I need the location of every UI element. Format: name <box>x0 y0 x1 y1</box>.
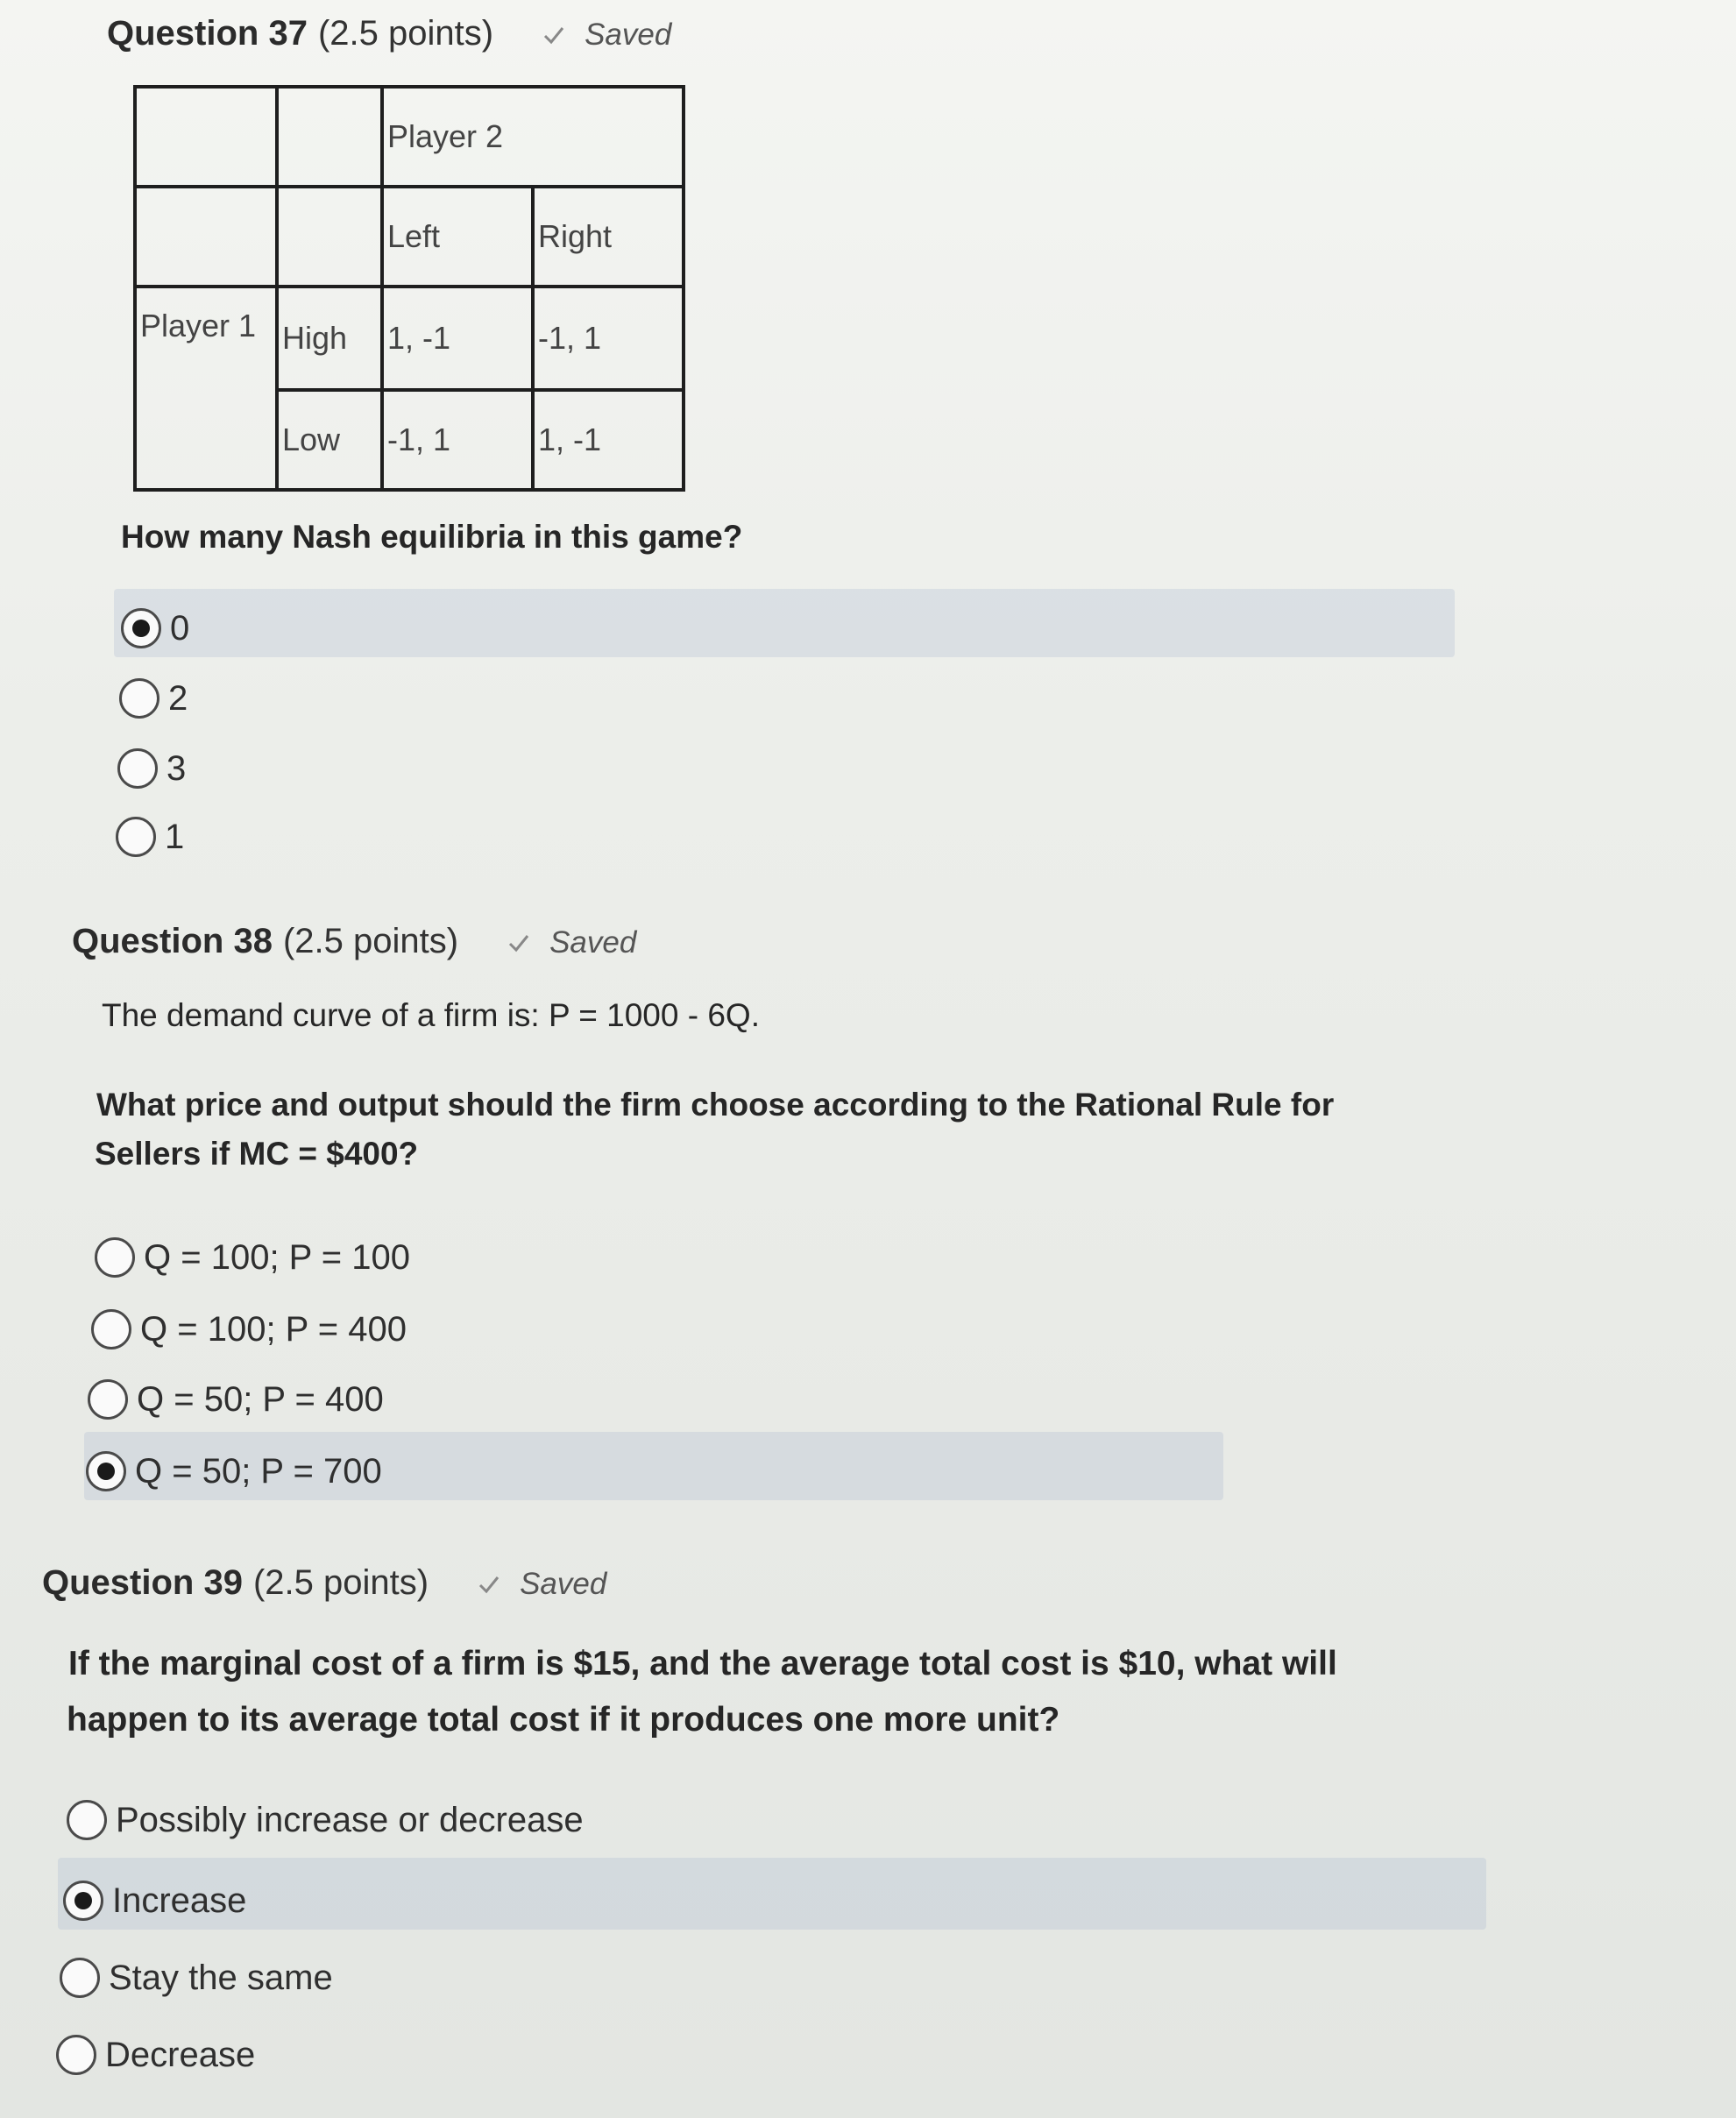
answer-label: 1 <box>165 817 185 856</box>
payoff-table <box>133 85 685 492</box>
radio-button[interactable] <box>121 608 161 648</box>
saved-label: Saved <box>585 18 672 52</box>
table-row-high: High <box>277 287 382 390</box>
question-points: (2.5 points) <box>282 922 459 960</box>
question-prompt-line2: Sellers if MC = $400? <box>95 1136 419 1172</box>
radio-button[interactable] <box>95 1237 135 1278</box>
table-row <box>135 87 684 187</box>
table-row <box>135 187 684 287</box>
radio-button[interactable] <box>63 1881 103 1921</box>
question-intro: The demand curve of a firm is: P = 1000 - 6Q. <box>102 997 760 1033</box>
answer-option[interactable] <box>88 1379 384 1420</box>
radio-button[interactable] <box>116 817 156 857</box>
answer-label: 0 <box>170 608 190 648</box>
answer-label: Decrease <box>105 2035 256 2074</box>
question-header <box>72 922 636 961</box>
saved-label: Saved <box>520 1567 607 1601</box>
question-title: Question 38 <box>72 922 273 960</box>
table-header-player1: Player 1 <box>135 287 277 490</box>
radio-button[interactable] <box>67 1800 107 1840</box>
question-prompt-line1: What price and output should the firm choose according to the Rational Rule for <box>96 1087 1335 1123</box>
question-points: (2.5 points) <box>252 1563 429 1602</box>
table-cell <box>277 87 382 187</box>
table-header-player2: Player 2 <box>382 87 684 187</box>
check-icon <box>542 24 565 46</box>
selected-answer-highlight <box>58 1858 1486 1930</box>
answer-label: Q = 50; P = 400 <box>137 1379 384 1419</box>
answer-option[interactable] <box>91 1309 407 1349</box>
question-title: Question 39 <box>42 1563 243 1602</box>
answer-option[interactable] <box>56 2035 255 2075</box>
answer-label: Increase <box>112 1881 247 1920</box>
answer-option[interactable] <box>95 1237 410 1278</box>
saved-label: Saved <box>549 925 637 960</box>
check-icon <box>478 1573 500 1596</box>
answer-label: Q = 50; P = 700 <box>135 1451 382 1491</box>
check-icon <box>507 931 530 954</box>
table-cell <box>135 187 277 287</box>
radio-button[interactable] <box>119 678 159 719</box>
question-header <box>107 14 671 53</box>
answer-label: 3 <box>167 748 187 788</box>
payoff-cell: 1, -1 <box>533 390 684 490</box>
table-cell <box>277 187 382 287</box>
answer-option[interactable] <box>116 817 184 857</box>
answer-option[interactable] <box>67 1800 584 1840</box>
answer-option[interactable] <box>121 608 189 648</box>
radio-button[interactable] <box>86 1451 126 1491</box>
radio-button[interactable] <box>117 748 158 789</box>
radio-button[interactable] <box>60 1958 100 1998</box>
answer-label: Stay the same <box>109 1958 333 1997</box>
table-cell <box>135 87 277 187</box>
answer-option[interactable] <box>86 1451 382 1491</box>
question-prompt-line1: If the marginal cost of a firm is $15, and the average total cost is $10, what will <box>68 1645 1337 1682</box>
saved-status <box>542 18 671 53</box>
question-header <box>42 1563 606 1603</box>
saved-status <box>507 925 636 960</box>
selected-answer-highlight <box>114 589 1455 657</box>
payoff-cell: -1, 1 <box>533 287 684 390</box>
answer-label: Q = 100; P = 100 <box>144 1237 410 1277</box>
table-row <box>135 287 684 390</box>
answer-option[interactable] <box>63 1881 246 1921</box>
answer-label: 2 <box>168 678 188 718</box>
saved-status <box>478 1567 606 1602</box>
radio-button[interactable] <box>91 1309 131 1349</box>
question-prompt-line2: happen to its average total cost if it produces one more unit? <box>67 1701 1060 1739</box>
answer-label: Q = 100; P = 400 <box>140 1309 407 1349</box>
question-prompt: How many Nash equilibria in this game? <box>121 519 743 555</box>
answer-label: Possibly increase or decrease <box>116 1800 584 1839</box>
table-header-left: Left <box>382 187 533 287</box>
answer-option[interactable] <box>60 1958 333 1998</box>
table-header-right: Right <box>533 187 684 287</box>
question-title: Question 37 <box>107 14 308 53</box>
payoff-cell: -1, 1 <box>382 390 533 490</box>
answer-option[interactable] <box>119 678 188 719</box>
table-row-low: Low <box>277 390 382 490</box>
question-points: (2.5 points) <box>317 14 494 53</box>
answer-option[interactable] <box>117 748 186 789</box>
payoff-cell: 1, -1 <box>382 287 533 390</box>
radio-button[interactable] <box>88 1379 128 1420</box>
radio-button[interactable] <box>56 2035 96 2075</box>
